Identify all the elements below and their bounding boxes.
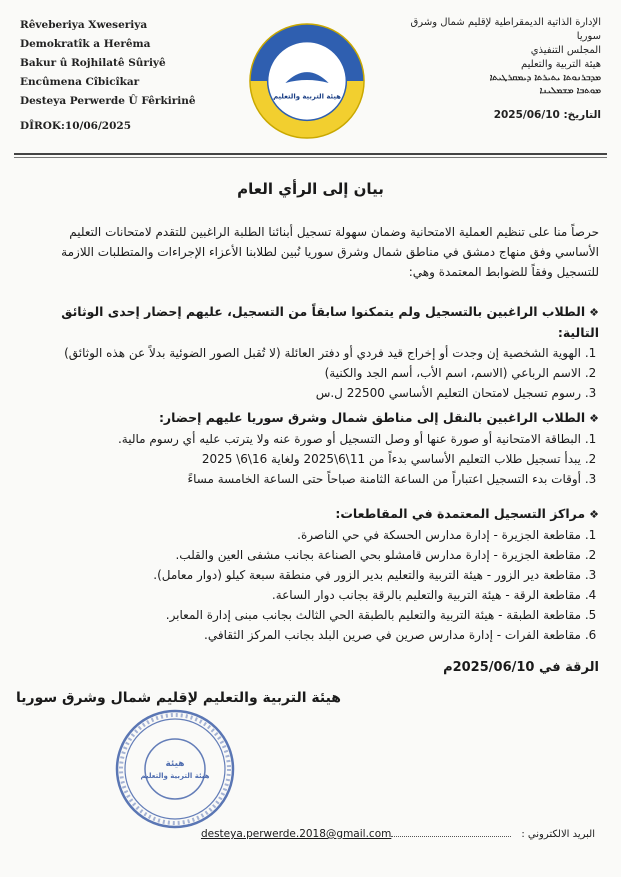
- header-line: Rêveberiya Xweseriya Demokratîk a Herêma: [20, 19, 151, 50]
- dotted-line: [391, 828, 511, 837]
- place-date: الرقة في 2025/06/10م: [443, 660, 599, 675]
- header-line: هيئة التربية والتعليم: [520, 59, 601, 70]
- header-line-syriac: ܡܘܬܒܐ ܡܫܡܠܝܢܐ: [539, 86, 601, 96]
- list-item: 2. يبدأ تسجيل طلاب التعليم الأساسي بدءاً من 11\6\2025 ولغاية 16\6\ 2025: [26, 449, 581, 469]
- header-date-kurdish: DÎROK:10/06/2025: [20, 120, 132, 132]
- section-heading: ❖مراكز التسجيل المعتمدة في المقاطعات:: [335, 506, 599, 521]
- list-item: 2. مقاطعة الجزيرة - إدارة مدارس قامشلو بحي الصناعة بجانب مشفى العين والقلب.: [26, 545, 581, 565]
- header-divider-thin: [14, 157, 607, 158]
- signing-authority: هيئة التربية والتعليم لإقليم شمال وشرق سوريا: [16, 690, 341, 706]
- svg-text:هيئة: هيئة: [165, 759, 185, 769]
- header-divider: [14, 153, 607, 155]
- header-line: Encûmena Cîbicîkar: [20, 76, 140, 88]
- header-line: Desteya Perwerde Û Fêrkirinê: [20, 95, 196, 107]
- list-item: 6. مقاطعة الفرات - إدارة مدارس صرين في صرين البلد بجانب المركز الثقافي.: [26, 625, 581, 645]
- list-item: 2. الاسم الرباعي (الاسم، اسم الأب، أسم الجد والكنية): [26, 363, 581, 383]
- header-line: الإدارة الذاتية الديمقراطية لإقليم شمال وشرق سوريا: [410, 17, 601, 42]
- header-line: Bakur û Rojhilatê Sûriyê: [20, 57, 166, 69]
- list-item: 1. الهوية الشخصية إن وجدت أو إخراج قيد فردي أو دفتر العائلة (لا تُقبل الصور الضوئية بدلاً عن هذه الوثائق): [26, 343, 581, 363]
- logo-text: هيئة التربية والتعليم: [273, 92, 341, 101]
- diamond-bullet-icon: ❖: [589, 508, 599, 521]
- intro-paragraph: حرصاً منا على تنظيم العملية الامتحانية وضمان سهولة تسجيل أبنائنا الطلبة الراغبين للتقدم لامتحانات التعليم الأساسي وفق منهاج دمشق في مناطق شمال وشرق سوريا نُبين لطلابنا الأعزاء الإجراءات والمتطلبات اللازمة للتسجيل وفقاً للضوابط المعتمدة وهي:: [61, 225, 599, 279]
- email-label: البريد الالكتروني :: [521, 829, 595, 840]
- header-date-arabic: التاريخ: 2025/06/10: [493, 109, 601, 121]
- header-kurdish: [20, 16, 220, 136]
- section-transfer: [26, 402, 599, 489]
- section-heading: ❖الطلاب الراغبين بالنقل إلى مناطق شمال وشرق سوريا عليهم إحضار:: [158, 410, 599, 425]
- header-line-syriac: ܡܕܒܪܢܘܬܐ ܝܬܝܪܬܐ ܕܝܡܩܪܛܝܬܐ: [489, 73, 601, 83]
- authority-logo: [248, 22, 366, 140]
- diamond-bullet-icon: ❖: [589, 412, 599, 425]
- list-item: 3. أوقات بدء التسجيل اعتباراً من الساعة الثامنة صباحاً حتى الساعة الخامسة مساءً: [26, 469, 581, 489]
- section-heading: ❖الطلاب الراغبين بالتسجيل ولم يتمكنوا سابقاً من التسجيل، عليهم إحضار إحدى الوثائق التالية:: [61, 304, 599, 340]
- section-documents: [26, 296, 599, 403]
- list-item: 1. البطاقة الامتحانية أو صورة عنها أو وصل التسجيل أو صورة عنه ولا يترتب عليه أي رسوم مالية.: [26, 429, 581, 449]
- list-item: 5. مقاطعة الطبقة - هيئة التربية والتعليم بالطبقة الحي الثالث بجانب مبنى إدارة المعابر.: [26, 605, 581, 625]
- stamp-text: هيئة التربية والتعليم: [140, 772, 210, 780]
- footer-email: [201, 828, 595, 840]
- list-item: 3. رسوم تسجيل لامتحان التعليم الأساسي 22500 ل.س: [26, 383, 581, 403]
- list-item: 1. مقاطعة الجزيرة - إدارة مدارس الحسكة في حي الناصرة.: [26, 525, 581, 545]
- list-item: 3. مقاطعة دير الزور - هيئة التربية والتعليم بدير الزور في منطقة سبعة كيلو (دوار معامل).: [26, 565, 581, 585]
- list-item: 4. مقاطعة الرقة - هيئة التربية والتعليم بالرقة بجانب دوار الساعة.: [26, 585, 581, 605]
- section-centers: [26, 498, 599, 645]
- official-stamp: [112, 706, 238, 832]
- page-title: بيان إلى الرأي العام: [237, 180, 384, 198]
- header-arabic: [396, 16, 601, 122]
- diamond-bullet-icon: ❖: [589, 306, 599, 319]
- email-link[interactable]: desteya.perwerde.2018@gmail.com: [200, 828, 392, 840]
- header-line: المجلس التنفيذي: [530, 45, 601, 56]
